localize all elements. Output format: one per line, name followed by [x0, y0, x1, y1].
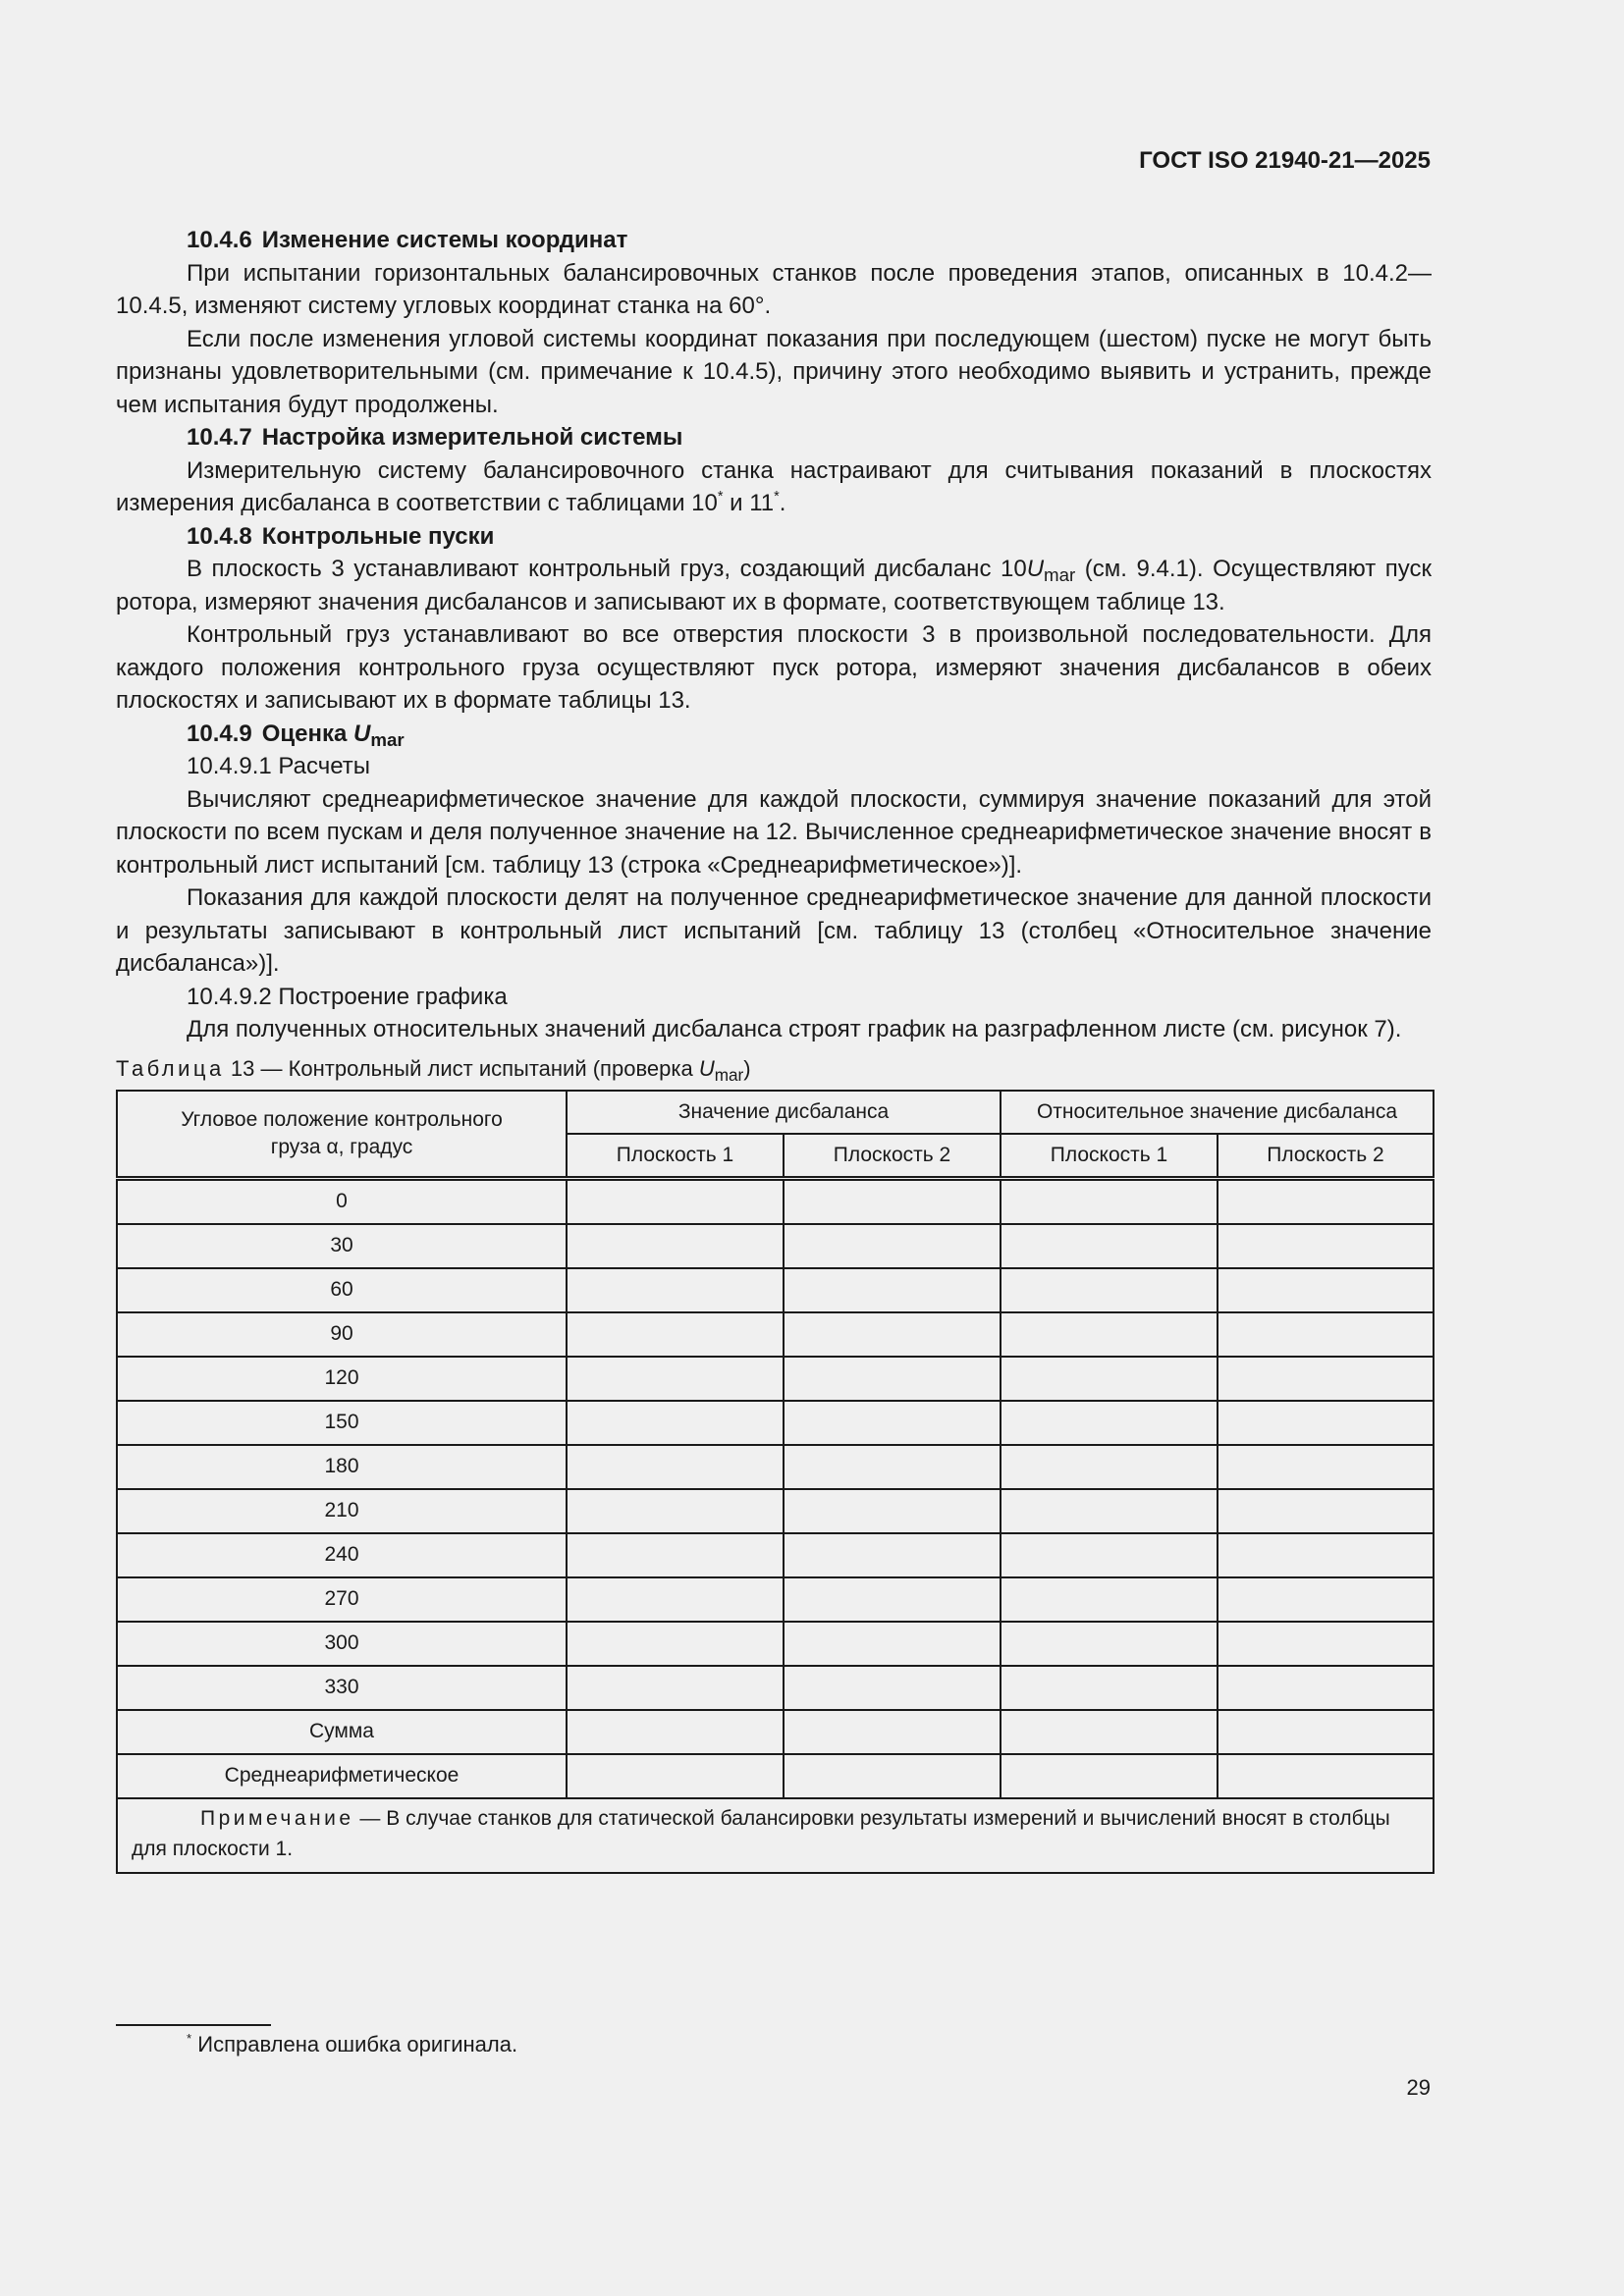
empty-cell	[1001, 1401, 1218, 1445]
paragraph: Для полученных относительных значений дисбаланса строят график на разграфленном листе (см. рисунок 7).	[187, 1016, 1402, 1042]
empty-cell	[1218, 1622, 1434, 1666]
row-label: 30	[117, 1224, 567, 1268]
empty-cell	[784, 1401, 1001, 1445]
empty-cell	[784, 1224, 1001, 1268]
row-label: 270	[117, 1577, 567, 1622]
empty-cell	[1218, 1357, 1434, 1401]
empty-cell	[567, 1577, 784, 1622]
section-title: Оценка	[261, 720, 354, 747]
table-note	[117, 1798, 1434, 1873]
empty-cell	[1218, 1401, 1434, 1445]
empty-cell	[1218, 1710, 1434, 1754]
table-row	[117, 1489, 1434, 1533]
empty-cell	[567, 1754, 784, 1798]
symbol-u: U	[353, 720, 371, 747]
empty-cell	[1001, 1533, 1218, 1577]
empty-cell	[1218, 1577, 1434, 1622]
paragraph	[116, 553, 1432, 618]
paragraph: Вычисляют среднеарифметическое значение для каждой плоскости, суммируя значение показаний для этой плоскости по всем пускам и деля полученное значение на 12. Вычисленное среднеарифметическое значение вносят в контрольный лист испытаний [см. таблицу 13 (строка «Среднеарифметическое»)].	[116, 785, 1432, 879]
table-row	[117, 1622, 1434, 1666]
empty-cell	[567, 1710, 784, 1754]
empty-cell	[567, 1357, 784, 1401]
row-label: 240	[117, 1533, 567, 1577]
footnote-ref: *	[774, 488, 780, 505]
text-run: и 11	[723, 490, 775, 516]
row-label: 300	[117, 1622, 567, 1666]
row-label: 150	[117, 1401, 567, 1445]
subscript: mar	[714, 1064, 744, 1085]
section-heading-10-4-8	[116, 520, 1432, 554]
table-row	[117, 1268, 1434, 1312]
section-number: 10.4.7	[187, 424, 252, 451]
empty-cell	[1218, 1666, 1434, 1710]
paragraph: Контрольный груз устанавливают во все отверстия плоскости 3 в произвольной последовательности. Для каждого положения контрольного груза осуществляют пуск ротора, измеряют значения дисбалансов в обеих плоскостях и записывают их в формате таблицы 13.	[116, 621, 1432, 714]
column-header-unbalance: Значение дисбаланса	[567, 1091, 1001, 1134]
empty-cell	[1218, 1489, 1434, 1533]
footnote-text: Исправлена ошибка оригинала.	[191, 2032, 518, 2056]
text-run: (см. 9.4.1). Осуществляют пуск ротора, измеряют значения дисбалансов и записывают их в формате, соответствующем таблице 13.	[116, 556, 1432, 615]
table-row	[117, 1710, 1434, 1754]
document-header: ГОСТ ISO 21940-21—2025	[1139, 147, 1431, 174]
text-run: В плоскость 3 устанавливают контрольный груз, создающий дисбаланс 10	[187, 556, 1027, 582]
page-number: 29	[1406, 2075, 1431, 2100]
table-row	[117, 1357, 1434, 1401]
table-caption-label: Таблица	[116, 1055, 225, 1081]
empty-cell	[1218, 1178, 1434, 1224]
empty-cell	[1218, 1224, 1434, 1268]
empty-cell	[567, 1445, 784, 1489]
table-row	[117, 1754, 1434, 1798]
test-check-table	[116, 1090, 1435, 1874]
note-label: Примечание	[200, 1806, 354, 1830]
footnote-ref: *	[717, 488, 724, 505]
section-heading-10-4-7	[116, 421, 1432, 454]
empty-cell	[1218, 1268, 1434, 1312]
symbol-u: U	[698, 1055, 715, 1081]
empty-cell	[567, 1489, 784, 1533]
empty-cell	[567, 1622, 784, 1666]
empty-cell	[784, 1268, 1001, 1312]
empty-cell	[567, 1312, 784, 1357]
empty-cell	[1218, 1754, 1434, 1798]
table-row	[117, 1312, 1434, 1357]
empty-cell	[1001, 1445, 1218, 1489]
empty-cell	[1001, 1224, 1218, 1268]
empty-cell	[784, 1577, 1001, 1622]
row-label: 60	[117, 1268, 567, 1312]
section-title: Изменение системы координат	[261, 227, 628, 253]
table-row	[117, 1577, 1434, 1622]
empty-cell	[1001, 1268, 1218, 1312]
paragraph: Показания для каждой плоскости делят на полученное среднеарифметическое значение для данной плоскости и результаты записывают в контрольный лист испытаний [см. таблицу 13 (столбец «Относительное значение дисбаланса»)].	[116, 884, 1432, 977]
paragraph: Если после изменения угловой системы координат показания при последующем (шестом) пуске не могут быть признаны удовлетворительными (см. примечание к 10.4.5), причину этого необходимо выявить и устранить, прежде чем испытания будут продолжены.	[116, 325, 1432, 418]
column-header-plane-1: Плоскость 1	[567, 1134, 784, 1179]
empty-cell	[1218, 1312, 1434, 1357]
empty-cell	[1218, 1533, 1434, 1577]
empty-cell	[784, 1533, 1001, 1577]
empty-cell	[1001, 1312, 1218, 1357]
note-text: — В случае станков для статической балансировки результаты измерений и вычислений вносят в столбцы для плоскости 1.	[132, 1806, 1390, 1860]
empty-cell	[784, 1357, 1001, 1401]
section-number: 10.4.9	[187, 720, 252, 747]
column-header-plane-1: Плоскость 1	[1001, 1134, 1218, 1179]
section-heading-10-4-6	[116, 224, 1432, 257]
paragraph: При испытании горизонтальных балансировочных станков после проведения этапов, описанных в 10.4.2—10.4.5, изменяют систему угловых координат станка на 60°.	[116, 259, 1432, 319]
empty-cell	[1001, 1666, 1218, 1710]
symbol-u: U	[1026, 556, 1045, 582]
table-row	[117, 1533, 1434, 1577]
text-run: Измерительную систему балансировочного станка настраивают для считывания показаний в плоскостях измерения дисбаланса в соответствии с таблицами 10	[116, 456, 1432, 516]
table-row	[117, 1224, 1434, 1268]
column-header-plane-2: Плоскость 2	[784, 1134, 1001, 1179]
text-run: )	[743, 1055, 751, 1081]
subsection-title: 10.4.9.2 Построение графика	[187, 983, 508, 1010]
text-run: .	[779, 490, 786, 516]
document-body	[116, 224, 1432, 1874]
subsection-title: 10.4.9.1 Расчеты	[187, 753, 370, 779]
empty-cell	[1001, 1178, 1218, 1224]
empty-cell	[567, 1224, 784, 1268]
empty-cell	[567, 1268, 784, 1312]
column-header-relative: Относительное значение дисбаланса	[1001, 1091, 1434, 1134]
row-label: 120	[117, 1357, 567, 1401]
section-number: 10.4.8	[187, 522, 252, 550]
empty-cell	[784, 1710, 1001, 1754]
row-label: 210	[117, 1489, 567, 1533]
subscript: mar	[370, 728, 405, 750]
table-row	[117, 1401, 1434, 1445]
empty-cell	[567, 1666, 784, 1710]
table-row	[117, 1666, 1434, 1710]
empty-cell	[784, 1622, 1001, 1666]
empty-cell	[1218, 1445, 1434, 1489]
empty-cell	[784, 1489, 1001, 1533]
empty-cell	[1001, 1357, 1218, 1401]
table-row	[117, 1178, 1434, 1224]
empty-cell	[567, 1178, 784, 1224]
row-label: 180	[117, 1445, 567, 1489]
table-caption	[116, 1048, 1432, 1090]
empty-cell	[1001, 1489, 1218, 1533]
empty-cell	[784, 1754, 1001, 1798]
empty-cell	[784, 1178, 1001, 1224]
row-label: Среднеарифметическое	[117, 1754, 567, 1798]
empty-cell	[567, 1401, 784, 1445]
section-heading-10-4-9	[116, 718, 1432, 751]
section-number: 10.4.6	[187, 227, 252, 253]
empty-cell	[784, 1312, 1001, 1357]
text-run: 13 — Контрольный лист испытаний (проверка	[224, 1055, 699, 1081]
table-row	[117, 1445, 1434, 1489]
row-label: 0	[117, 1178, 567, 1224]
empty-cell	[1001, 1754, 1218, 1798]
empty-cell	[567, 1533, 784, 1577]
section-title: Настройка измерительной системы	[261, 424, 683, 451]
section-title: Контрольные пуски	[261, 522, 495, 550]
row-label: Сумма	[117, 1710, 567, 1754]
footnote	[187, 2032, 517, 2057]
paragraph	[116, 454, 1432, 520]
footnote-mark: *	[187, 2030, 192, 2046]
footnote-divider	[116, 2024, 271, 2026]
column-header-angle: Угловое положение контрольного груза α, градус	[117, 1091, 567, 1179]
empty-cell	[784, 1666, 1001, 1710]
column-header-plane-2: Плоскость 2	[1218, 1134, 1434, 1179]
empty-cell	[784, 1445, 1001, 1489]
empty-cell	[1001, 1622, 1218, 1666]
empty-cell	[1001, 1710, 1218, 1754]
row-label: 90	[117, 1312, 567, 1357]
table-body	[117, 1178, 1434, 1798]
subscript: mar	[1044, 564, 1076, 586]
empty-cell	[1001, 1577, 1218, 1622]
row-label: 330	[117, 1666, 567, 1710]
